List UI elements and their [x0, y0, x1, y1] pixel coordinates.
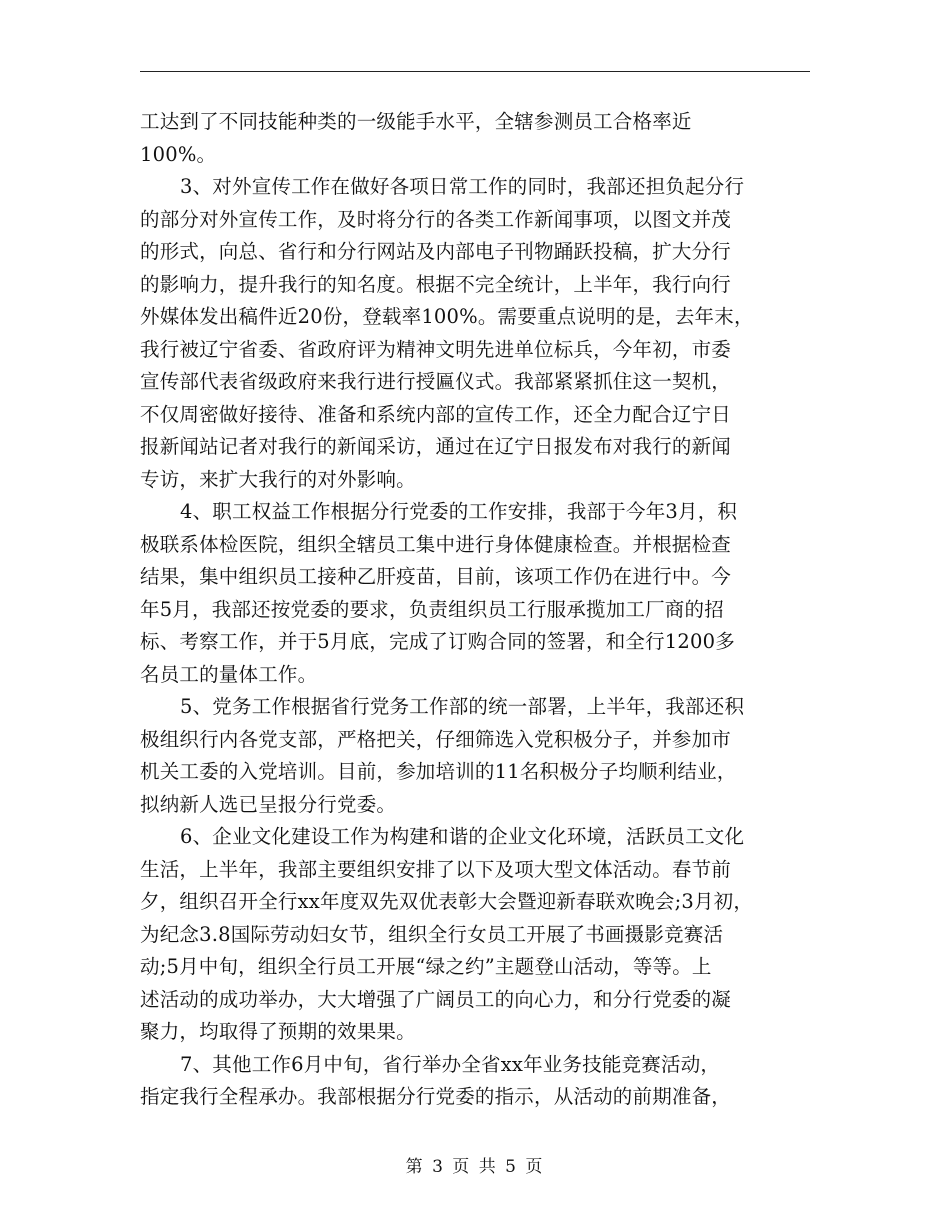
paragraph-line: 夕，组织召开全行xx年度双先双优表彰大会暨迎新春联欢晚会;3月初， [140, 890, 754, 913]
paragraph-line: 报新闻站记者对我行的新闻采访，通过在辽宁日报发布对我行的新闻 [140, 435, 732, 458]
paragraph-line: 的部分对外宣传工作，及时将分行的各类工作新闻事项，以图文并茂 [140, 207, 732, 231]
paragraph-first-line: 4、职工权益工作根据分行党委的工作安排，我部于今年3月，积 [180, 500, 738, 523]
paragraph-line: 100%。 [140, 142, 217, 166]
paragraph-line: 名员工的量体工作。 [140, 662, 318, 686]
header-rule [140, 71, 810, 72]
paragraph-line: 指定我行全程承办。我部根据分行党委的指示，从活动的前期准备， [140, 1085, 732, 1108]
page-footer: 第 3 页 共 5 页 [405, 1157, 545, 1177]
paragraph-line: 不仅周密做好接待、准备和系统内部的宣传工作，还全力配合辽宁日 [140, 402, 732, 426]
paragraph-line: 述活动的成功举办，大大增强了广阔员工的向心力，和分行党委的凝 [140, 987, 732, 1011]
paragraph-first-line: 5、党务工作根据省行党务工作部的统一部署，上半年，我部还积 [180, 695, 745, 718]
paragraph-line: 标、考察工作，并于5月底，完成了订购合同的签署，和全行1200多 [140, 630, 735, 653]
paragraph-line: 我行被辽宁省委、省政府评为精神文明先进单位标兵，今年初，市委 [140, 337, 732, 361]
paragraph-line: 动;5月中旬，组织全行员工开展“绿之约”主题登山活动，等等。上 [140, 955, 712, 978]
paragraph-line: 的形式，向总、省行和分行网站及内部电子刊物踊跃投稿，扩大分行 [140, 240, 732, 263]
paragraph-line: 极组织行内各党支部，严格把关，仔细筛选入党积极分子，并参加市 [140, 727, 732, 751]
paragraph-first-line: 3、对外宣传工作在做好各项日常工作的同时，我部还担负起分行 [180, 175, 745, 198]
paragraph-line: 年5月，我部还按党委的要求，负责组织员工行服承揽加工厂商的招 [140, 597, 724, 621]
paragraph-line: 的影响力，提升我行的知名度。根据不完全统计，上半年，我行向行 [140, 272, 732, 296]
paragraph-line: 聚力，均取得了预期的效果果。 [140, 1020, 416, 1043]
paragraph-line: 结果，集中组织员工接种乙肝疫苗，目前，该项工作仍在进行中。今 [140, 565, 732, 588]
paragraph-line: 拟纳新人选已呈报分行党委。 [140, 792, 397, 816]
document-body [140, 106, 810, 1114]
paragraph-line: 生活，上半年，我部主要组织安排了以下及项大型文体活动。春节前 [140, 857, 732, 881]
paragraph-line: 外媒体发出稿件近20份，登载率100%。需要重点说明的是，去年末， [140, 305, 754, 328]
paragraph-line: 工达到了不同技能种类的一级能手水平，全辖参测员工合格率近 [140, 110, 692, 133]
paragraph-first-line: 6、企业文化建设工作为构建和谐的企业文化环境，活跃员工文化 [180, 825, 745, 848]
paragraph-first-line: 7、其他工作6月中旬，省行举办全省xx年业务技能竞赛活动， [180, 1052, 721, 1076]
paragraph-line: 专访，来扩大我行的对外影响。 [140, 467, 416, 491]
paragraph-line: 极联系体检医院，组织全辖员工集中进行身体健康检查。并根据检查 [140, 532, 732, 556]
paragraph-line: 宣传部代表省级政府来我行进行授匾仪式。我部紧紧抓住这一契机， [140, 370, 732, 393]
paragraph-line: 机关工委的入党培训。目前，参加培训的11名积极分子均顺利结业， [140, 760, 737, 783]
paragraph-line: 为纪念3.8国际劳动妇女节，组织全行女员工开展了书画摄影竞赛活 [140, 922, 724, 946]
